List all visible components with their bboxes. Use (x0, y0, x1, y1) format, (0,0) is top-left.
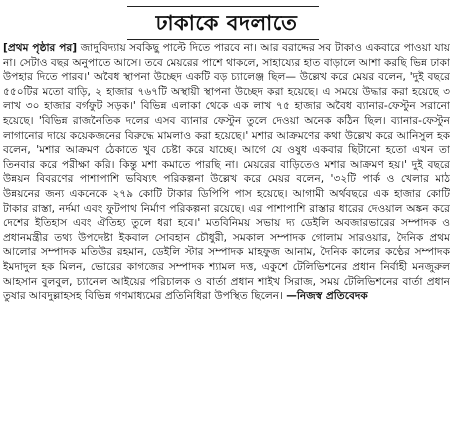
headline: ঢাকাকে বদলাতে (155, 11, 298, 35)
headline-bottom-rule (127, 39, 319, 40)
article-body (3, 41, 450, 423)
continued-from-label: [প্রথম পৃষ্ঠার পর] (3, 42, 78, 54)
byline: —নিজস্ব প্রতিবেদক (286, 290, 368, 303)
headline-top-rule (127, 6, 319, 7)
article-paragraph: জাদুবিদ্যায় সবকিছু পাল্টে দিতে পারবে না। আর বরাদ্দের সব টাকাও একবারে পাওয়া যায় না। সেটাও বছর অনুপাতে আসে। তবে মেয়রের পাশে থাকলে, সাহায্যের হাত বাড়ালে আশা করছি ভিন্ন ঢাকা উপহার দিতে পারব।' অবৈধ স্থাপনা উচ্ছেদ একটি বড় চ্যালেঞ্জ ছিল— উল্লেখ করে মেয়র বলেন, 'দুই বছরে ৫৫০টির মতো বাড়ি, ২ হাজার ৭৬৭টি অস্থায়ী স্থাপনা উচ্ছেদ করা হয়েছে। এ সময়ে উদ্ধার করা হয়েছে ৩ লাখ ৩০ হাজার বর্গফুট সড়ক।' বিভিন্ন এলাকা থেকে এক লাখ ৭৫ হাজার অবৈধ ব্যানার-ফেস্টুন সরানো হয়েছে। 'বিভিন্ন রাজনৈতিক দলের এসব ব্যানার ফেস্টুন তুলে দেওয়া অনেক কঠিন ছিল। ব্যানার-ফেস্টুন লাগানোর দায়ে কয়েকজনের বিরুদ্ধে মামলাও করা হয়েছে।' মশার আক্রমণের কথা উল্লেখ করে আনিসুল হক বলেন, 'মশার আক্রমণ ঠেকাতে খুব চেষ্টা করে যাচ্ছে। আগে যে ওষুধ একবার ছিটানো হতো এখন তা তিনবার করে পরীক্ষা করি। কিন্তু মশা কমাতে পারছি না। মেয়রের বাড়িতেও মশার আক্রমণ হয়।' দুই বছরে উন্নয়ন বিবরণের পাশাপাশি ভবিষ্যৎ পরিকল্পনা উল্লেখ করে মেয়র বলেন, '৩২টি পার্ক ও খেলার মাঠ উন্নয়নের জন্য একনেকে ২৭৯ কোটি টাকার ডিপিপি পাস হয়েছে। আগামী অর্থবছরে এক হাজার কোটি টাকার রাস্তা, নর্দমা এবং ফুটপাথ নির্মাণ পরিকল্পনা রয়েছে। এর পাশাপাশি রাস্তার ধারের দেওয়াল অঙ্কন করে দেশের ইতিহাস এবং ঐতিহ্য তুলে ধরা হবে।' মতবিনিময় সভায় দ্য ডেইলি অবজারভারের সম্পাদক ও প্রধানমন্ত্রীর তথ্য উপদেষ্টা ইকবাল সোবহান চৌধুরী, সমকাল সম্পাদক গোলাম সারওয়ার, দৈনিক প্রথম আলোর সম্পাদক মতিউর রহমান, ডেইলি স্টার সম্পাদক মাহফুজ আনাম, দৈনিক কালের কণ্ঠের সম্পাদক ইমদাদুল হক মিলন, ভোরের কাগজের সম্পাদক শ্যামল দত্ত, একুশে টেলিভিশনের প্রধান নির্বাহী মনজুরুল আহসান বুলবুল, চ্যানেল আইয়ের পরিচালক ও বার্তা প্রধান শাইখ সিরাজ, সময় টেলিভিশনের বার্তা প্রধান তুষার আবদুল্লাহসহ বিভিন্ন গণমাধ্যমের প্রতিনিধিরা উপস্থিত ছিলেন। (3, 42, 450, 303)
